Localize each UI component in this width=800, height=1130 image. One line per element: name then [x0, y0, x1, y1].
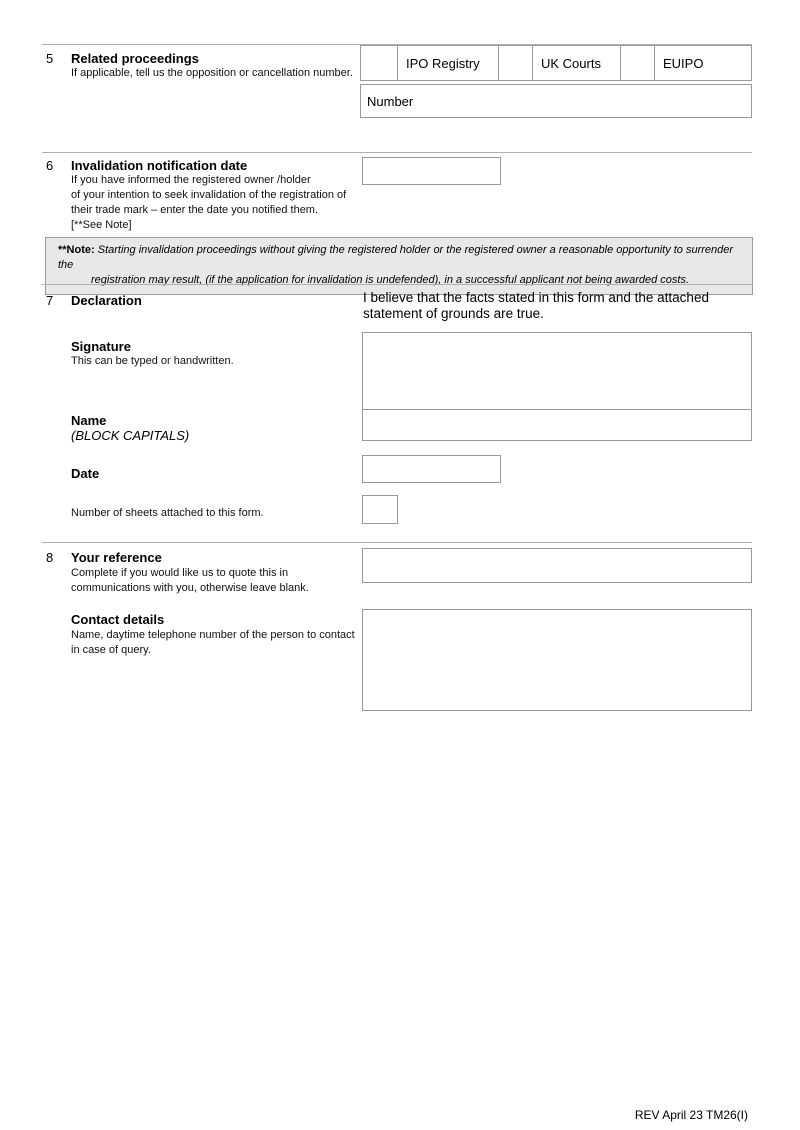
section-5-title: Related proceedings	[71, 51, 199, 66]
date-input[interactable]	[362, 455, 501, 483]
signature-label: Signature	[71, 339, 131, 354]
section-7-number: 7	[46, 293, 54, 308]
section-6-description-line: If you have informed the registered owner /holder	[71, 174, 311, 186]
sheets-attached-label: Number of sheets attached to this form.	[71, 507, 264, 519]
section-8-number: 8	[46, 550, 54, 565]
ipo-registry-checkbox[interactable]	[361, 46, 398, 80]
name-block-capitals-label: (BLOCK CAPITALS)	[71, 428, 190, 443]
sheets-count-input[interactable]	[362, 495, 398, 524]
section-6-description	[71, 173, 346, 233]
section-divider	[42, 542, 752, 543]
proceedings-number-field[interactable]	[360, 84, 752, 118]
section-8-title: Your reference	[71, 550, 162, 565]
reference-description-line: communications with you, otherwise leave blank.	[71, 582, 309, 594]
note-line-2: registration may result, (if the application for invalidation is undefended), in a successful applicant not being awarded costs.	[91, 274, 690, 286]
uk-courts-checkbox[interactable]	[499, 46, 533, 80]
note-prefix: **Note:	[58, 244, 95, 256]
form-revision-footer: REV April 23 TM26(I)	[634, 1108, 748, 1122]
note-box	[45, 237, 753, 295]
section-6-number: 6	[46, 158, 54, 173]
contact-details-description-line: Name, daytime telephone number of the person to contact	[71, 629, 355, 641]
euipo-checkbox[interactable]	[621, 46, 655, 80]
euipo-label: EUIPO	[663, 55, 704, 71]
section-6-description-line: their trade mark – enter the date you notified them.	[71, 204, 319, 216]
reference-description-line: Complete if you would like us to quote this in	[71, 567, 289, 579]
invalidation-date-input[interactable]	[362, 157, 501, 185]
section-divider	[42, 284, 752, 285]
reference-description	[71, 566, 309, 596]
note-text: Starting invalidation proceedings without giving the registered holder or the registered owner a reasonable opportunity to surrender the	[58, 244, 734, 271]
your-reference-input[interactable]	[362, 548, 752, 583]
related-proceedings-table	[360, 45, 752, 81]
signature-help: This can be typed or handwritten.	[71, 355, 234, 367]
declaration-statement-line: I believe that the facts stated in this form and the attached	[363, 290, 709, 305]
section-5-number: 5	[46, 51, 54, 66]
note-line-1	[58, 243, 742, 273]
declaration-statement-line: statement of grounds are true.	[363, 306, 544, 321]
signature-input[interactable]	[362, 332, 752, 410]
section-6-title: Invalidation notification date	[71, 158, 248, 173]
name-input[interactable]	[362, 409, 752, 441]
uk-courts-label: UK Courts	[533, 46, 621, 80]
contact-details-description-line: in case of query.	[71, 644, 151, 656]
name-label: Name	[71, 413, 107, 428]
section-divider	[42, 152, 752, 153]
section-6-description-line: of your intention to seek invalidation of the registration of	[71, 189, 347, 201]
section-5-description: If applicable, tell us the opposition or cancellation number.	[71, 67, 353, 79]
date-label: Date	[71, 466, 100, 481]
section-7-title: Declaration	[71, 293, 142, 308]
declaration-statement	[363, 290, 709, 322]
section-6-description-line: [**See Note]	[71, 219, 132, 231]
ipo-registry-label: IPO Registry	[398, 46, 499, 80]
contact-details-description	[71, 628, 355, 658]
contact-details-label: Contact details	[71, 612, 165, 627]
contact-details-input[interactable]	[362, 609, 752, 711]
proceedings-number-label: Number	[367, 93, 414, 109]
